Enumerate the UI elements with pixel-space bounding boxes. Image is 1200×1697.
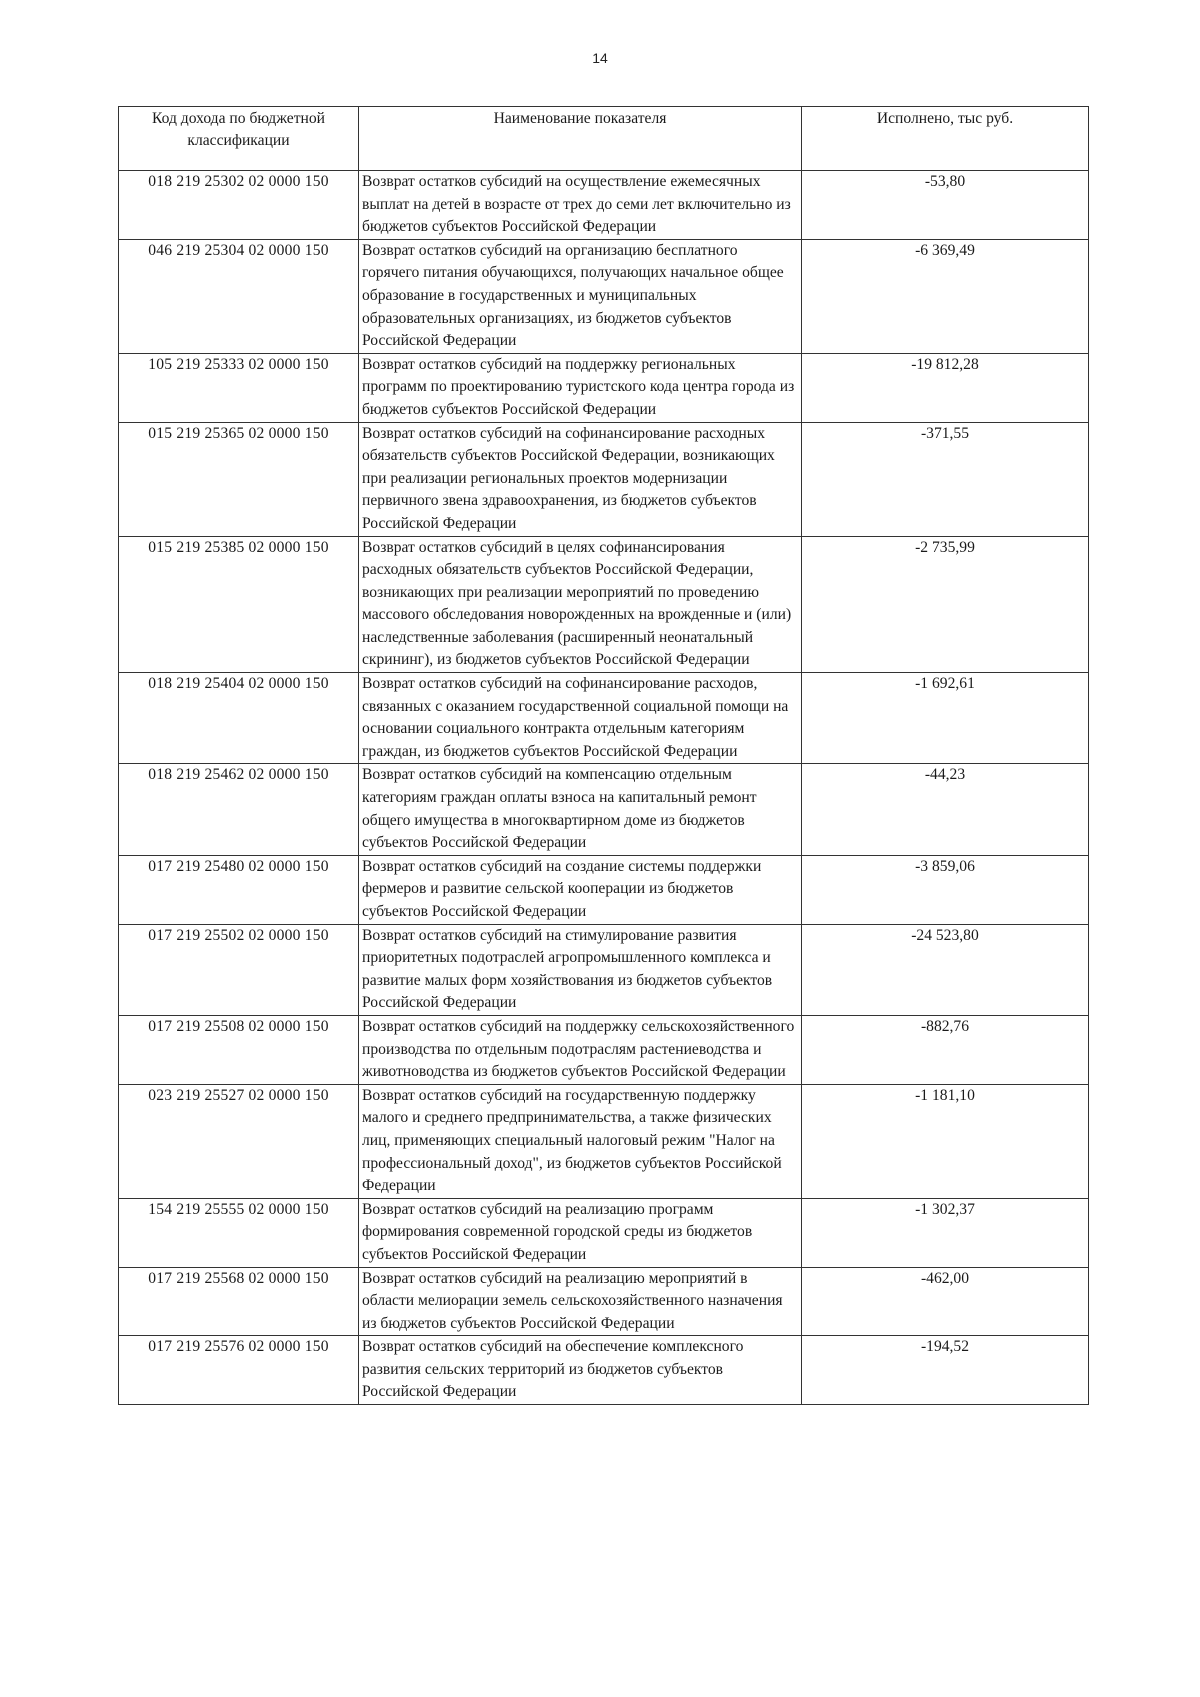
row-name: Возврат остатков субсидий на осуществление ежемесячных выплат на детей в возрасте от трех до семи лет включительно из бюджетов субъектов Российской Федерации xyxy=(359,171,802,240)
row-name: Возврат остатков субсидий на реализацию программ формирования современной городской среды из бюджетов субъектов Российской Федерации xyxy=(359,1198,802,1267)
row-code: 015 219 25365 02 0000 150 xyxy=(119,422,359,536)
table-row xyxy=(119,239,1089,353)
row-name: Возврат остатков субсидий на софинансирование расходных обязательств субъектов Российской Федерации, возникающих при реализации региональных проектов модернизации первичного звена здравоохранения, из бюджетов субъектов Российской Федерации xyxy=(359,422,802,536)
row-code: 018 219 25462 02 0000 150 xyxy=(119,764,359,855)
header-value: Исполнено, тыс руб. xyxy=(802,107,1089,171)
row-name: Возврат остатков субсидий в целях софинансирования расходных обязательств субъектов Российской Федерации, возникающих при реализации мероприятий по проведению массового обследования новорожденных на врожденные и (или) наследственные заболевания (расширенный неонатальный скрининг), из бюджетов субъектов Российской Федерации xyxy=(359,536,802,673)
row-name: Возврат остатков субсидий на компенсацию отдельным категориям граждан оплаты взноса на капитальный ремонт общего имущества в многоквартирном доме из бюджетов субъектов Российской Федерации xyxy=(359,764,802,855)
table-row xyxy=(119,1015,1089,1084)
row-code: 105 219 25333 02 0000 150 xyxy=(119,353,359,422)
table-row xyxy=(119,855,1089,924)
row-code: 017 219 25502 02 0000 150 xyxy=(119,924,359,1015)
row-name: Возврат остатков субсидий на государственную поддержку малого и среднего предпринимательства, а также физических лиц, применяющих специальный налоговый режим "Налог на профессиональный доход", из бюджетов субъектов Российской Федерации xyxy=(359,1084,802,1198)
table-row xyxy=(119,1267,1089,1336)
table-row xyxy=(119,1336,1089,1405)
row-value: -882,76 xyxy=(802,1015,1089,1084)
header-code: Код дохода по бюджетной классификации xyxy=(119,107,359,171)
table-header-row xyxy=(119,107,1089,171)
table-row xyxy=(119,924,1089,1015)
row-name: Возврат остатков субсидий на поддержку сельскохозяйственного производства по отдельным подотраслям растениеводства и животноводства из бюджетов субъектов Российской Федерации xyxy=(359,1015,802,1084)
row-code: 017 219 25508 02 0000 150 xyxy=(119,1015,359,1084)
row-code: 018 219 25404 02 0000 150 xyxy=(119,673,359,764)
row-code: 015 219 25385 02 0000 150 xyxy=(119,536,359,673)
table-row xyxy=(119,764,1089,855)
page-number: 14 xyxy=(592,50,608,66)
row-code: 018 219 25302 02 0000 150 xyxy=(119,171,359,240)
row-value: -24 523,80 xyxy=(802,924,1089,1015)
row-code: 046 219 25304 02 0000 150 xyxy=(119,239,359,353)
row-value: -194,52 xyxy=(802,1336,1089,1405)
row-value: -19 812,28 xyxy=(802,353,1089,422)
row-value: -6 369,49 xyxy=(802,239,1089,353)
row-value: -1 692,61 xyxy=(802,673,1089,764)
table-row xyxy=(119,171,1089,240)
table-row xyxy=(119,353,1089,422)
row-name: Возврат остатков субсидий на обеспечение комплексного развития сельских территорий из бюджетов субъектов Российской Федерации xyxy=(359,1336,802,1405)
row-name: Возврат остатков субсидий на реализацию мероприятий в области мелиорации земель сельскохозяйственного назначения из бюджетов субъектов Российской Федерации xyxy=(359,1267,802,1336)
row-code: 017 219 25576 02 0000 150 xyxy=(119,1336,359,1405)
row-value: -371,55 xyxy=(802,422,1089,536)
row-name: Возврат остатков субсидий на создание системы поддержки фермеров и развитие сельской кооперации из бюджетов субъектов Российской Федерации xyxy=(359,855,802,924)
row-code: 023 219 25527 02 0000 150 xyxy=(119,1084,359,1198)
table-row xyxy=(119,1084,1089,1198)
row-name: Возврат остатков субсидий на организацию бесплатного горячего питания обучающихся, получающих начальное общее образование в государственных и муниципальных образовательных организациях, из бюджетов субъектов Российской Федерации xyxy=(359,239,802,353)
row-name: Возврат остатков субсидий на софинансирование расходов, связанных с оказанием государственной социальной помощи на основании социального контракта отдельным категориям граждан, из бюджетов субъектов Российской Федерации xyxy=(359,673,802,764)
row-code: 017 219 25480 02 0000 150 xyxy=(119,855,359,924)
table-row xyxy=(119,673,1089,764)
table-row xyxy=(119,422,1089,536)
row-value: -44,23 xyxy=(802,764,1089,855)
row-code: 017 219 25568 02 0000 150 xyxy=(119,1267,359,1336)
row-name: Возврат остатков субсидий на стимулирование развития приоритетных подотраслей агропромышленного комплекса и развитие малых форм хозяйствования из бюджетов субъектов Российской Федерации xyxy=(359,924,802,1015)
row-value: -1 181,10 xyxy=(802,1084,1089,1198)
budget-revenue-table xyxy=(118,106,1089,1405)
header-name: Наименование показателя xyxy=(359,107,802,171)
row-value: -2 735,99 xyxy=(802,536,1089,673)
row-value: -53,80 xyxy=(802,171,1089,240)
row-value: -1 302,37 xyxy=(802,1198,1089,1267)
table-row xyxy=(119,536,1089,673)
table-row xyxy=(119,1198,1089,1267)
row-name: Возврат остатков субсидий на поддержку региональных программ по проектированию туристского кода центра города из бюджетов субъектов Российской Федерации xyxy=(359,353,802,422)
row-value: -462,00 xyxy=(802,1267,1089,1336)
row-code: 154 219 25555 02 0000 150 xyxy=(119,1198,359,1267)
row-value: -3 859,06 xyxy=(802,855,1089,924)
